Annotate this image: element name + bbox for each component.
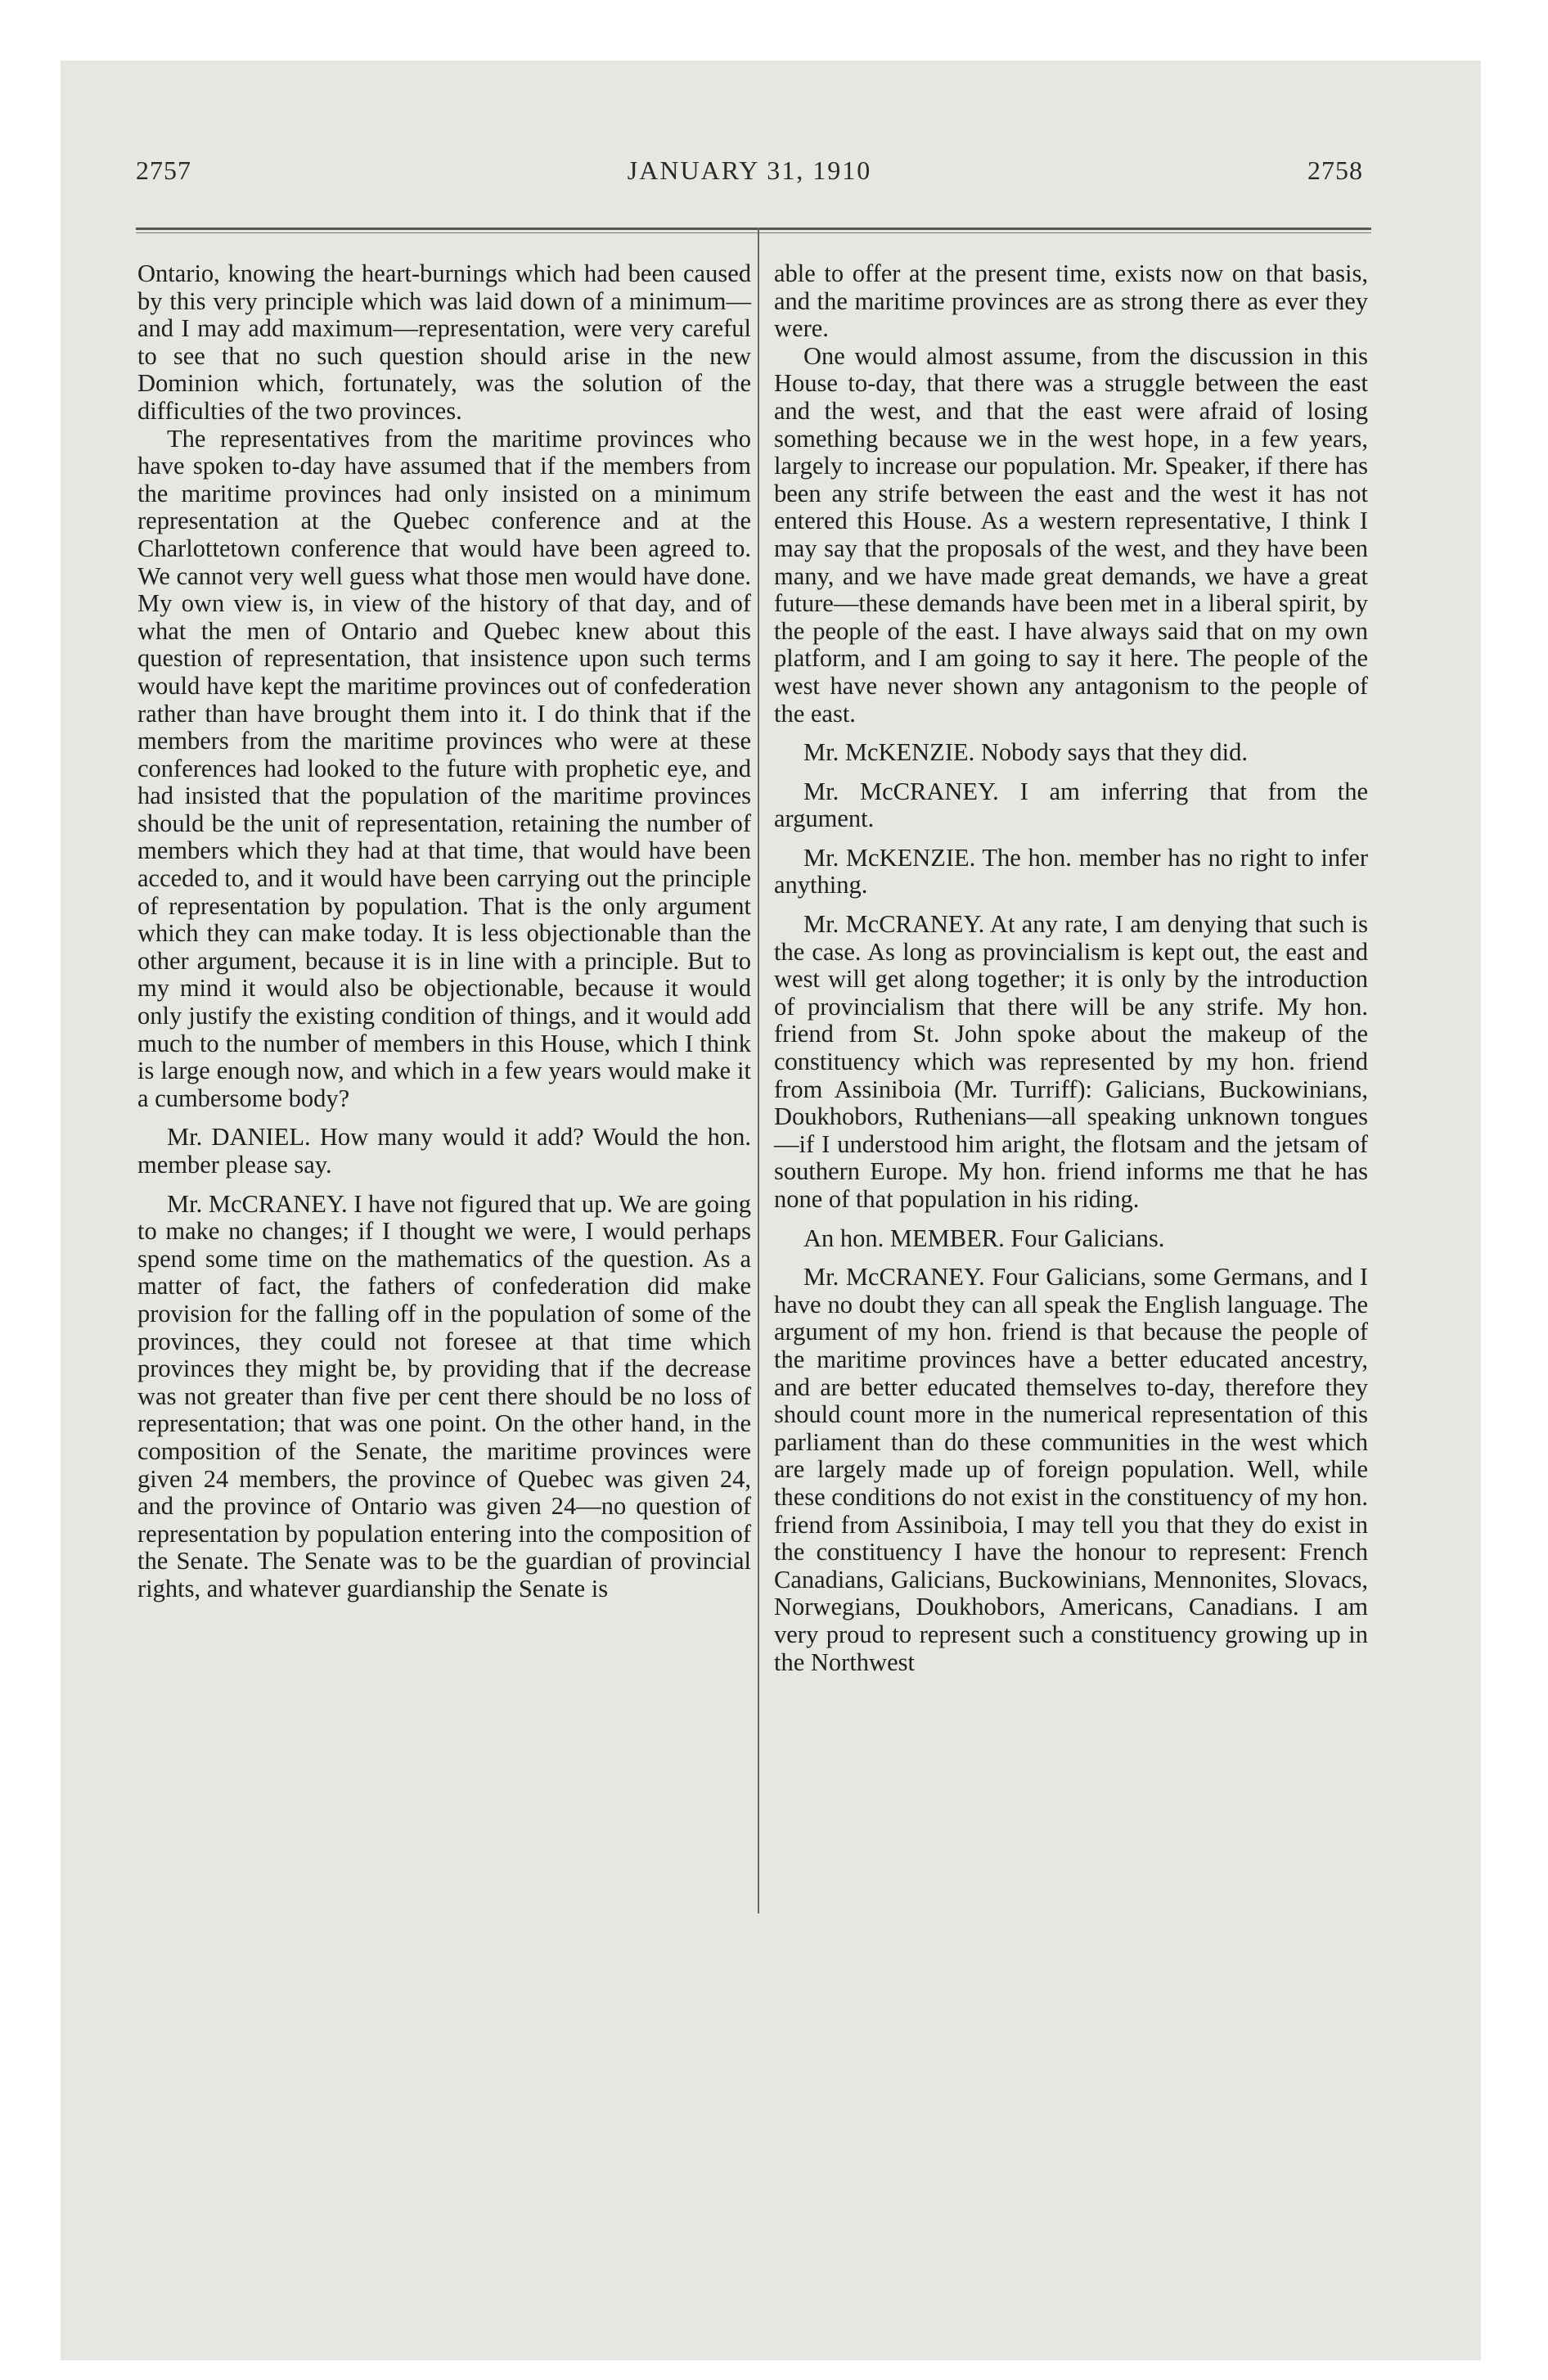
paragraph: able to offer at the present time, exists now on that basis, and the maritime provinces are as strong there as ever they were. [774,259,1368,343]
speech-paragraph: Mr. McKENZIE. Nobody says that they did. [803,738,1248,767]
speech-paragraph: Mr. McCRANEY. Four Galicians, some Germans, and I have no doubt they can all speak the English language. The argument of my hon. friend is that because the people of the maritime provinces have a better educated ancestry, and are better educated themselves to-day, therefore they should count more in the numerical representation of this parliament than do these communities in the west which are largely made up of foreign population. Well, while these conditions do not exist in the constituency of my hon. friend from Assiniboia, I may tell you that they do exist in the constituency I have the honour to represent: French Canadians, Galicians, Buckowinians, Mennonites, Slovacs, Norwegians, Doukhobors, Americans, Canadians. I am very proud to represent such a constituency growing up in the Northwest [774,1263,1368,1676]
speech-paragraph: Mr. McCRANEY. At any rate, I am denying that such is the case. As long as provincialism is kept out, the east and west will get along together; it is only by the introduction of provincialism that there will be any strife. My hon. friend from St. John spoke about the makeup of the constituency which was represented by my hon. friend from Assiniboia (Mr. Turriff): Galicians, Buckowinians, Doukhobors, Ruthenians—all speaking unknown tongues—if I understood him aright, the flotsam and the jetsam of southern Europe. My hon. friend informs me that he has none of that population in his riding. [774,910,1368,1213]
paragraph: The representatives from the maritime provinces who have spoken to-day have assumed that if the members from the maritime provinces had only insisted on a minimum representation at the Quebec conference and at the Charlottetown conference that would have been agreed to. We cannot very well guess what those men would have done. My own view is, in view of the history of that day, and of what the men of Ontario and Quebec knew about this question of representation, that insistence upon such terms would have kept the maritime provinces out of confederation rather than have brought them into it. I do think that if the members from the maritime provinces who were at these conferences had looked to the future with prophetic eye, and had insisted that the population of the maritime provinces should be the unit of representation, retaining the number of members which they had at that time, that would have been acceded to, and it would have been carrying out the principle of representation by population. That is the only argument which they can make today. It is less objectionable than the other argument, because it is in line with a principle. But to my mind it would also be objectionable, because it would only justify the existing condition of things, and it would add much to the number of members in this House, which I think is large enough now, and which in a few years would make it a cumbersome body? [137,424,751,1112]
right-column [774,260,1368,1676]
speech-paragraph: Mr. McCRANEY. I am inferring that from the argument. [774,777,1368,833]
page-header [136,156,1363,196]
paragraph: Ontario, knowing the heart-burnings which had been caused by this very principle which was laid down of a minimum—and I may add maximum—representation, were very careful to see that no such question should arise in the new Dominion which, fortunately, was the solution of the difficulties of the two provinces. [137,259,751,425]
left-column [137,260,751,1603]
speech-paragraph: Mr. DANIEL. How many would it add? Would the hon. member please say. [137,1123,751,1179]
speech-paragraph: Mr. McKENZIE. The hon. member has no right to infer anything. [774,843,1368,899]
column-divider [758,228,759,1913]
paragraph: One would almost assume, from the discussion in this House to-day, that there was a struggle between the east and the west, and that the east were afraid of losing something because we in the west hope, in a few years, largely to increase our population. Mr. Speaker, if there has been any strife between the east and the west it has not entered this House. As a western representative, I think I may say that the proposals of the west, and they have been many, and we have made great demands, we have a great future—these demands have been met in a liberal spirit, by the people of the east. I have always said that on my own platform, and I am going to say it here. The people of the west have never shown any antagonism to the people of the east. [774,341,1368,728]
page-number-left: 2757 [136,156,191,185]
page-number-right: 2758 [1307,156,1363,185]
speech-paragraph: An hon. MEMBER. Four Galicians. [803,1224,1165,1252]
speech-paragraph: Mr. McCRANEY. I have not figured that up. We are going to make no changes; if I thought we were, I would perhaps spend some time on the mathematics of the question. As a matter of fact, the fathers of confederation did make provision for the falling off in the population of some of the provinces, they could not foresee at that time which provinces they might be, by providing that if the decrease was not greater than five per cent there should be no loss of representation; that was one point. On the other hand, in the composition of the Senate, the maritime provinces were given 24 members, the province of Quebec was given 24, and the province of Ontario was given 24—no question of representation by population entering into the composition of the Senate. The Senate was to be the guardian of provincial rights, and whatever guardianship the Senate is [137,1189,751,1602]
header-rule [136,228,1371,233]
header-date: JANUARY 31, 1910 [627,156,872,185]
